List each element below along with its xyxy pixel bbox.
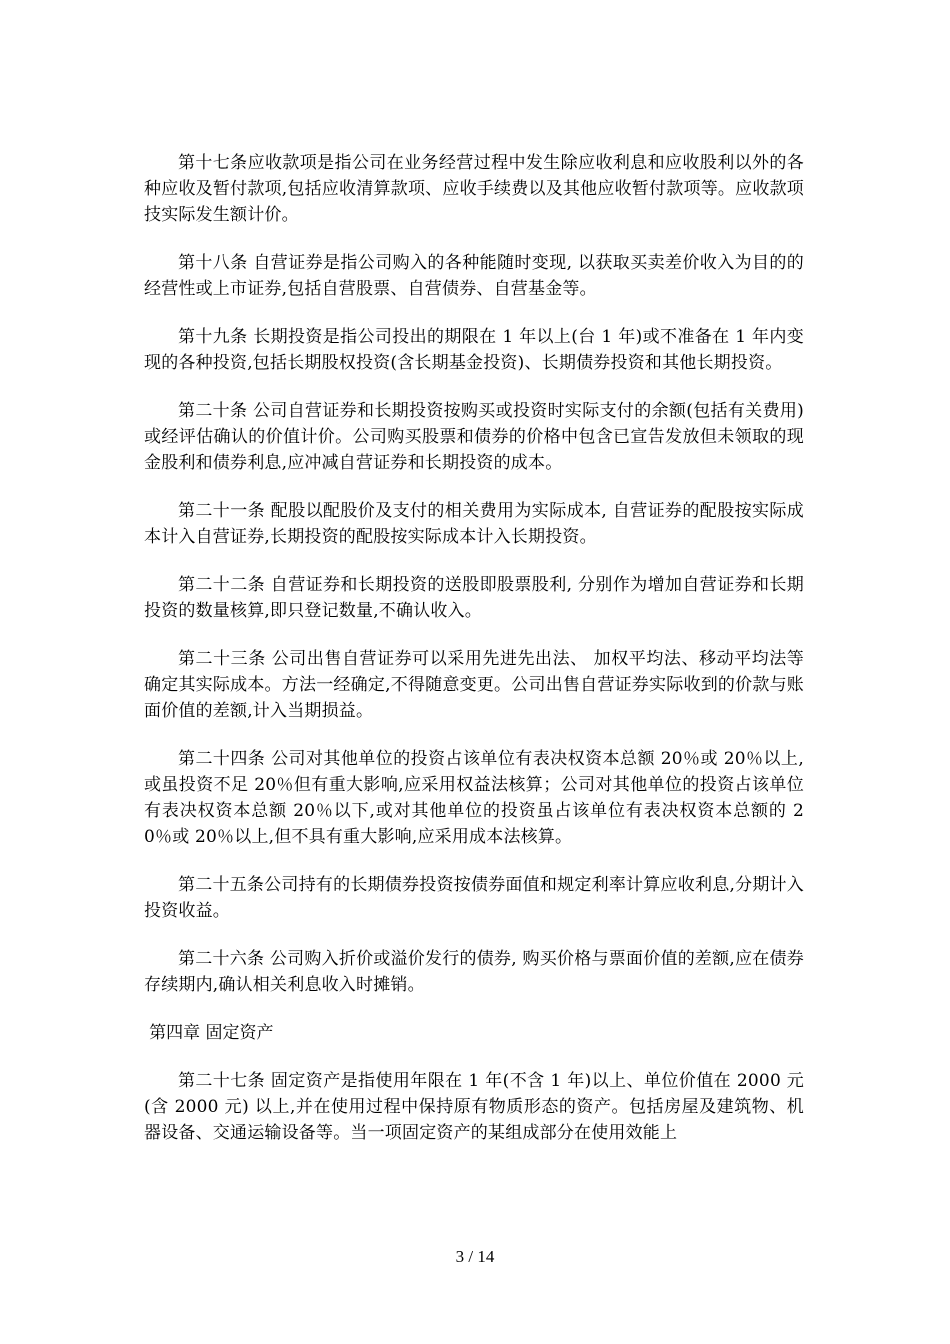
article-20: 第二十条 公司自营证券和长期投资按购买或投资时实际支付的余额(包括有关费用) 或经评估确认的价值计价。公司购买股票和债券的价格中包含已宣告发放但未领取的现金股利和债券利息,应冲减自营证券和长期投资的成本。 xyxy=(144,401,804,473)
page-number: 3 / 14 xyxy=(455,1247,495,1266)
article-19: 第十九条 长期投资是指公司投出的期限在 1 年以上(台 1 年)或不准备在 1 年内变现的各种投资,包括长期股权投资(含长期基金投资)、长期债券投资和其他长期投资。 xyxy=(144,327,804,373)
article-23: 第二十三条 公司出售自营证券可以采用先进先出法、 加权平均法、移动平均法等确定其实际成本。方法一经确定,不得随意变更。公司出售自营证券实际收到的价款与账面价值的差额,计入当期损益。 xyxy=(144,649,804,721)
article-17: 第十七条应收款项是指公司在业务经营过程中发生除应收利息和应收股利以外的各种应收及暂付款项,包括应收清算款项、应收手续费以及其他应收暂付款项等。应收款项技实际发生额计价。 xyxy=(144,153,804,225)
article-21: 第二十一条 配股以配股价及支付的相关费用为实际成本, 自营证券的配股按实际成本计入自营证券,长期投资的配股按实际成本计入长期投资。 xyxy=(144,501,804,547)
article-25: 第二十五条公司持有的长期债券投资按债券面值和规定利率计算应收利息,分期计入投资收益。 xyxy=(144,875,804,921)
article-26: 第二十六条 公司购入折价或溢价发行的债券, 购买价格与票面价值的差额,应在债券存续期内,确认相关利息收入时摊销。 xyxy=(144,949,804,995)
article-27: 第二十七条 固定资产是指使用年限在 1 年(不含 1 年)以上、单位价值在 2000 元(含 2000 元) 以上,并在使用过程中保持原有物质形态的资产。包括房屋及建筑物、机器设备、交通运输设备等。当一项固定资产的某组成部分在使用效能上 xyxy=(144,1071,804,1143)
article-22: 第二十二条 自营证券和长期投资的送股即股票股利, 分别作为增加自营证券和长期投资的数量核算,即只登记数量,不确认收入。 xyxy=(144,575,804,621)
article-18: 第十八条 自营证券是指公司购入的各种能随时变现, 以获取买卖差价收入为目的的经营性或上市证券,包括自营股票、自营债券、自营基金等。 xyxy=(144,253,804,299)
chapter-heading: 第四章 固定资产 xyxy=(149,1023,274,1043)
document-body xyxy=(144,150,804,1168)
article-24: 第二十四条 公司对其他单位的投资占该单位有表决权资本总额 20％或 20％以上,或虽投资不足 20％但有重大影响,应采用权益法核算；公司对其他单位的投资占该单位有表决权资本总额 20％以下,或对其他单位的投资虽占该单位有表决权资本总额的 20％或 20％以上,但不具有重大影响,应采用成本法核算。 xyxy=(144,749,804,847)
